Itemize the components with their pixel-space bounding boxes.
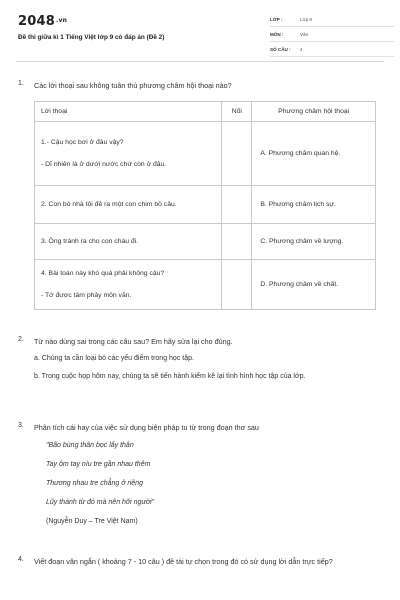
- question-number: 1.: [18, 80, 24, 87]
- meta-label: SỐ CÂU :: [270, 46, 291, 52]
- question-text: Các lời thoại sau không tuân thủ phương châm hội thoại nào?: [34, 81, 232, 90]
- meta-subject: [270, 27, 394, 42]
- table-header-row: [35, 102, 376, 122]
- question-1: [18, 80, 382, 310]
- poem-line: Thương nhau tre chẳng ở riêng: [46, 480, 143, 487]
- dialog-line: - Dĩ nhiên là ở dưới nước chứ còn ở đâu.: [41, 160, 167, 168]
- dialog-cell: [35, 186, 222, 224]
- meta-label: LỚP :: [270, 16, 283, 22]
- question-text: Từ nào dùng sai trong các câu sau? Em hãy sửa lại cho đúng.: [34, 337, 233, 346]
- meta-count: [270, 42, 394, 57]
- dialog-line: 4. Bài toán này khó quá phải không cậu?: [41, 269, 165, 277]
- dialog-cell: [35, 122, 222, 186]
- poem: [46, 440, 382, 527]
- dialog-cell: [35, 224, 222, 260]
- answer-cell: C. Phương châm về lượng.: [252, 224, 376, 260]
- question-2: [18, 336, 382, 382]
- poem-line: Lũy thành từ đó mà nên hỡi người": [46, 499, 155, 506]
- question-text: Phân tích cái hay của việc sử dụng biện pháp tu từ trong đoạn thơ sau: [34, 423, 259, 432]
- sentence-b: b. Trong cuộc họp hôm nay, chúng ta sẽ tiến hành kiểm kê lại tình hình học tập của lớp.: [34, 373, 306, 380]
- poem-line: "Bão bùng thân bọc lấy thân: [46, 442, 134, 449]
- exam-title: Đề thi giữa kì 1 Tiếng Việt lớp 9 có đáp án (Đề 2): [18, 34, 165, 41]
- dialog-line: 1.- Cậu học bơi ở đâu vậy?: [41, 138, 124, 146]
- poem-author: (Nguyễn Duy – Tre Việt Nam): [46, 518, 138, 525]
- sentence-a: a. Chúng ta cần loại bỏ các yếu điểm trong học tập.: [34, 355, 194, 362]
- question-number: 2.: [18, 336, 24, 343]
- table-row: [35, 186, 376, 224]
- question-number: 3.: [18, 422, 24, 429]
- question-number: 4.: [18, 556, 24, 563]
- table-row: [35, 260, 376, 310]
- column-header-match: Nối: [222, 102, 252, 122]
- exam-meta: [270, 12, 394, 57]
- dialog-line: - Tớ được tám phảy môn văn.: [41, 291, 132, 299]
- site-logo[interactable]: [18, 14, 67, 29]
- question-text: Viết đoạn văn ngắn ( khoảng 7 - 10 câu ) đề tài tự chọn trong đó có sử dụng lời dẫn trực tiếp?: [34, 557, 333, 566]
- match-cell[interactable]: [222, 260, 252, 310]
- meta-value: 4: [300, 46, 303, 52]
- meta-class: [270, 12, 394, 27]
- dialog-line: 2. Con bò nhà tôi đẻ ra một con chim bồ câu.: [41, 200, 177, 208]
- meta-value: Văn: [300, 31, 309, 37]
- match-cell[interactable]: [222, 122, 252, 186]
- match-cell[interactable]: [222, 186, 252, 224]
- column-header-dialog: Lời thoại: [35, 102, 222, 122]
- question-4: [18, 556, 382, 567]
- table-row: [35, 224, 376, 260]
- dialog-line: 3. Ông tránh ra cho con cháu đi.: [41, 237, 139, 245]
- meta-value: Lớp 9: [300, 16, 312, 22]
- poem-line: Tay ôm tay níu tre gần nhau thêm: [46, 461, 151, 468]
- column-header-maxim: Phương châm hội thoại: [252, 102, 376, 122]
- answer-cell: B. Phương châm lịch sự.: [252, 186, 376, 224]
- answer-cell: D. Phương châm về chất.: [252, 260, 376, 310]
- logo-suffix: .vn: [55, 17, 68, 24]
- header: [16, 0, 384, 62]
- table-row: [35, 122, 376, 186]
- matching-table: [34, 101, 376, 310]
- logo-text: 2048: [18, 14, 55, 29]
- meta-label: MÔN :: [270, 31, 284, 37]
- match-cell[interactable]: [222, 224, 252, 260]
- question-3: [18, 422, 382, 535]
- dialog-cell: [35, 260, 222, 310]
- answer-cell: A. Phương châm quan hệ.: [252, 122, 376, 186]
